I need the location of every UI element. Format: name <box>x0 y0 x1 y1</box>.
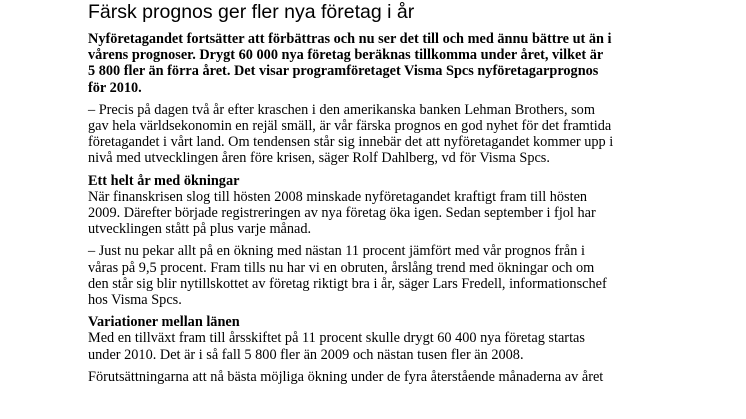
text-line: under 2010. Det är i så fall 5 800 fler än 2009 och nästan tusen fler än 2008. <box>88 346 524 363</box>
lead-paragraph <box>88 31 688 96</box>
quote-paragraph-dahlberg <box>88 102 688 167</box>
text-line: Förutsättningarna att nå bästa möjliga ökning under de fyra återstående månaderna av året <box>88 368 604 385</box>
text-line: gav hela världsekonomin en rejäl smäll, är vår färska prognos en god nyhet för det framtida <box>88 118 612 135</box>
text-line: – Just nu pekar allt på en ökning med nästan 11 procent jämfört med vår prognos från i <box>88 243 585 260</box>
text-line: företagandet i vårt land. Om tendensen står sig innebär det att nyföretagandet kommer upp i <box>88 134 614 151</box>
paragraph-tillvaxt <box>88 330 688 362</box>
text-line: våras på 9,5 procent. Fram tills nu har vi en obruten, årslång trend med ökningar och om <box>88 259 595 276</box>
paragraph-forutsattningar <box>88 369 688 385</box>
text-line: vårens prognoser. Drygt 60 000 nya företag beräknas tillkomma under året, vilket är <box>88 47 604 64</box>
paragraph-finanskrisen <box>88 189 688 238</box>
section-heading-lanen: Variationer mellan länen <box>88 314 240 331</box>
text-line: Med en tillväxt fram till årsskiftet på 11 procent skulle drygt 60 400 nya företag startas <box>88 330 585 347</box>
text-line: utvecklingen stått på plus varje månad. <box>88 221 312 238</box>
text-line: – Precis på dagen två år efter kraschen i den amerikanska banken Lehman Brothers, som <box>88 101 595 118</box>
article-title: Färsk prognos ger fler nya företag i år <box>88 1 415 23</box>
text-line: nivå med utvecklingen åren före krisen, säger Rolf Dahlberg, vd för Visma Spcs. <box>88 150 550 167</box>
text-line: för 2010. <box>88 79 142 96</box>
text-line: 2009. Därefter började registreringen av nya företag öka igen. Sedan september i fjol har <box>88 205 596 222</box>
text-line: hos Visma Spcs. <box>88 292 182 309</box>
text-line: 5 800 fler än förra året. Det visar programföretaget Visma Spcs nyföretagarprognos <box>88 63 599 80</box>
quote-paragraph-fredell <box>88 243 688 308</box>
section-heading-okningar: Ett helt år med ökningar <box>88 172 240 189</box>
text-line: den står sig blir nytillskottet av företag riktigt bra i år, säger Lars Fredell, informationschef <box>88 275 607 292</box>
article-body <box>88 31 688 391</box>
text-line: När finanskrisen slog till hösten 2008 minskade nyföretagandet kraftigt fram till hösten <box>88 188 588 205</box>
text-line: Nyföretagandet fortsätter att förbättras och nu ser det till och med ännu bättre ut än i <box>88 31 612 47</box>
